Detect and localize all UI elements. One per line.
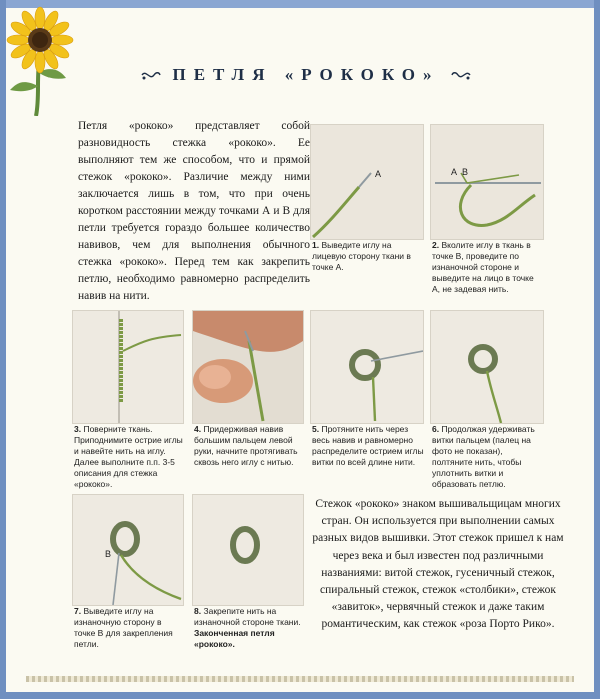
step-7-caption bbox=[74, 606, 184, 650]
step-5-text: Протяните нить через весь навив и равномерно распределите острием иглы витки по всей длине нити. bbox=[312, 424, 424, 467]
step-2-caption bbox=[432, 240, 544, 295]
footer-bar bbox=[26, 676, 574, 682]
closing-paragraph: Стежок «рококо» знаком вышивальщицам многих стран. Он используется при выполнении самых разных видов вышивки. Этот стежок пришел к нам через века и был известен под различными названиями: витой стежок, гусеничный стежок, спиральный стежок, стежок «столбики», стежок «завиток», червячный стежок и даже таким романтическим, как стежок «роза Порто Рико». bbox=[312, 498, 564, 631]
step-4-text: Придерживая навив большим пальцем левой руки, начните протягивать сквозь него иглу с нитью. bbox=[194, 424, 298, 467]
step-4-photo bbox=[192, 310, 304, 424]
step-8-bold-text: Законченная петля «рококо». bbox=[194, 628, 275, 649]
step-2-photo bbox=[430, 124, 544, 240]
step-8-photo bbox=[192, 494, 304, 606]
ornament-left-icon bbox=[140, 68, 162, 82]
step-7-label-b: B bbox=[105, 549, 112, 559]
step-1-caption bbox=[312, 240, 422, 273]
step-6-text: Продолжая удерживать витки пальцем (палец на фото не показан), полтяните нить, чтобы уплотнить витки и образовать петлю. bbox=[432, 424, 535, 489]
step-8-text: Закрепите нить на изнаночной стороне ткани. bbox=[194, 606, 301, 627]
step-4-number: 4. bbox=[194, 424, 202, 434]
step-4-caption bbox=[194, 424, 304, 468]
step-2-text: Вколите иглу в ткань в точке В, проведите по изнаночной стороне и выведите на лицо в точке А, не задевая нить. bbox=[432, 240, 534, 294]
intro-paragraph: Петля «рококо» представляет собой разновидность стежка «рококо». Ее выполняют тем же способом, что и прямой стежок «рококо». Различие между ними заключается лишь в том, что при очень коротком расстоянии между точками А и В для петли требуется гораздо большее количество навивов, чем для выполнения обычного стежка «рококо». Перед тем как закрепить петлю, необходимо равномерно распределить навив на нити. bbox=[78, 120, 310, 302]
top-band bbox=[6, 0, 594, 8]
step-5-caption bbox=[312, 424, 424, 468]
step-3-number: 3. bbox=[74, 424, 82, 434]
step-5-photo bbox=[310, 310, 424, 424]
step-7-number: 7. bbox=[74, 606, 82, 616]
title-row bbox=[96, 60, 516, 90]
step-2-label-b: B bbox=[462, 167, 469, 177]
step-1-label-a: A bbox=[375, 169, 382, 179]
step-1-photo bbox=[310, 124, 424, 240]
step-7-photo bbox=[72, 494, 184, 606]
step-8-number: 8. bbox=[194, 606, 202, 616]
step-3-photo bbox=[72, 310, 184, 424]
step-6-number: 6. bbox=[432, 424, 440, 434]
step-3-text: Поверните ткань. Приподнимите острие иглы и навейте нить на иглу. Далее выполните п.п. 3-5 описания для стежка «рококо». bbox=[74, 424, 183, 489]
step-1-number: 1. bbox=[312, 240, 320, 250]
step-7-text: Выведите иглу на изнаночную сторону в точке В для закрепления петли. bbox=[74, 606, 173, 649]
sunflower-icon bbox=[6, 6, 78, 116]
step-1-text: Выведите иглу на лицевую сторону ткани в точке А. bbox=[312, 240, 411, 272]
step-2-label-a: A bbox=[451, 167, 458, 177]
step-8-caption bbox=[194, 606, 304, 650]
step-6-photo bbox=[430, 310, 544, 424]
ornament-right-icon bbox=[450, 68, 472, 82]
step-5-number: 5. bbox=[312, 424, 320, 434]
step-6-caption bbox=[432, 424, 544, 490]
page-title: ПЕТЛЯ «РОКОКО» bbox=[172, 65, 440, 84]
step-2-number: 2. bbox=[432, 240, 440, 250]
page bbox=[6, 0, 594, 692]
step-3-caption bbox=[74, 424, 184, 490]
